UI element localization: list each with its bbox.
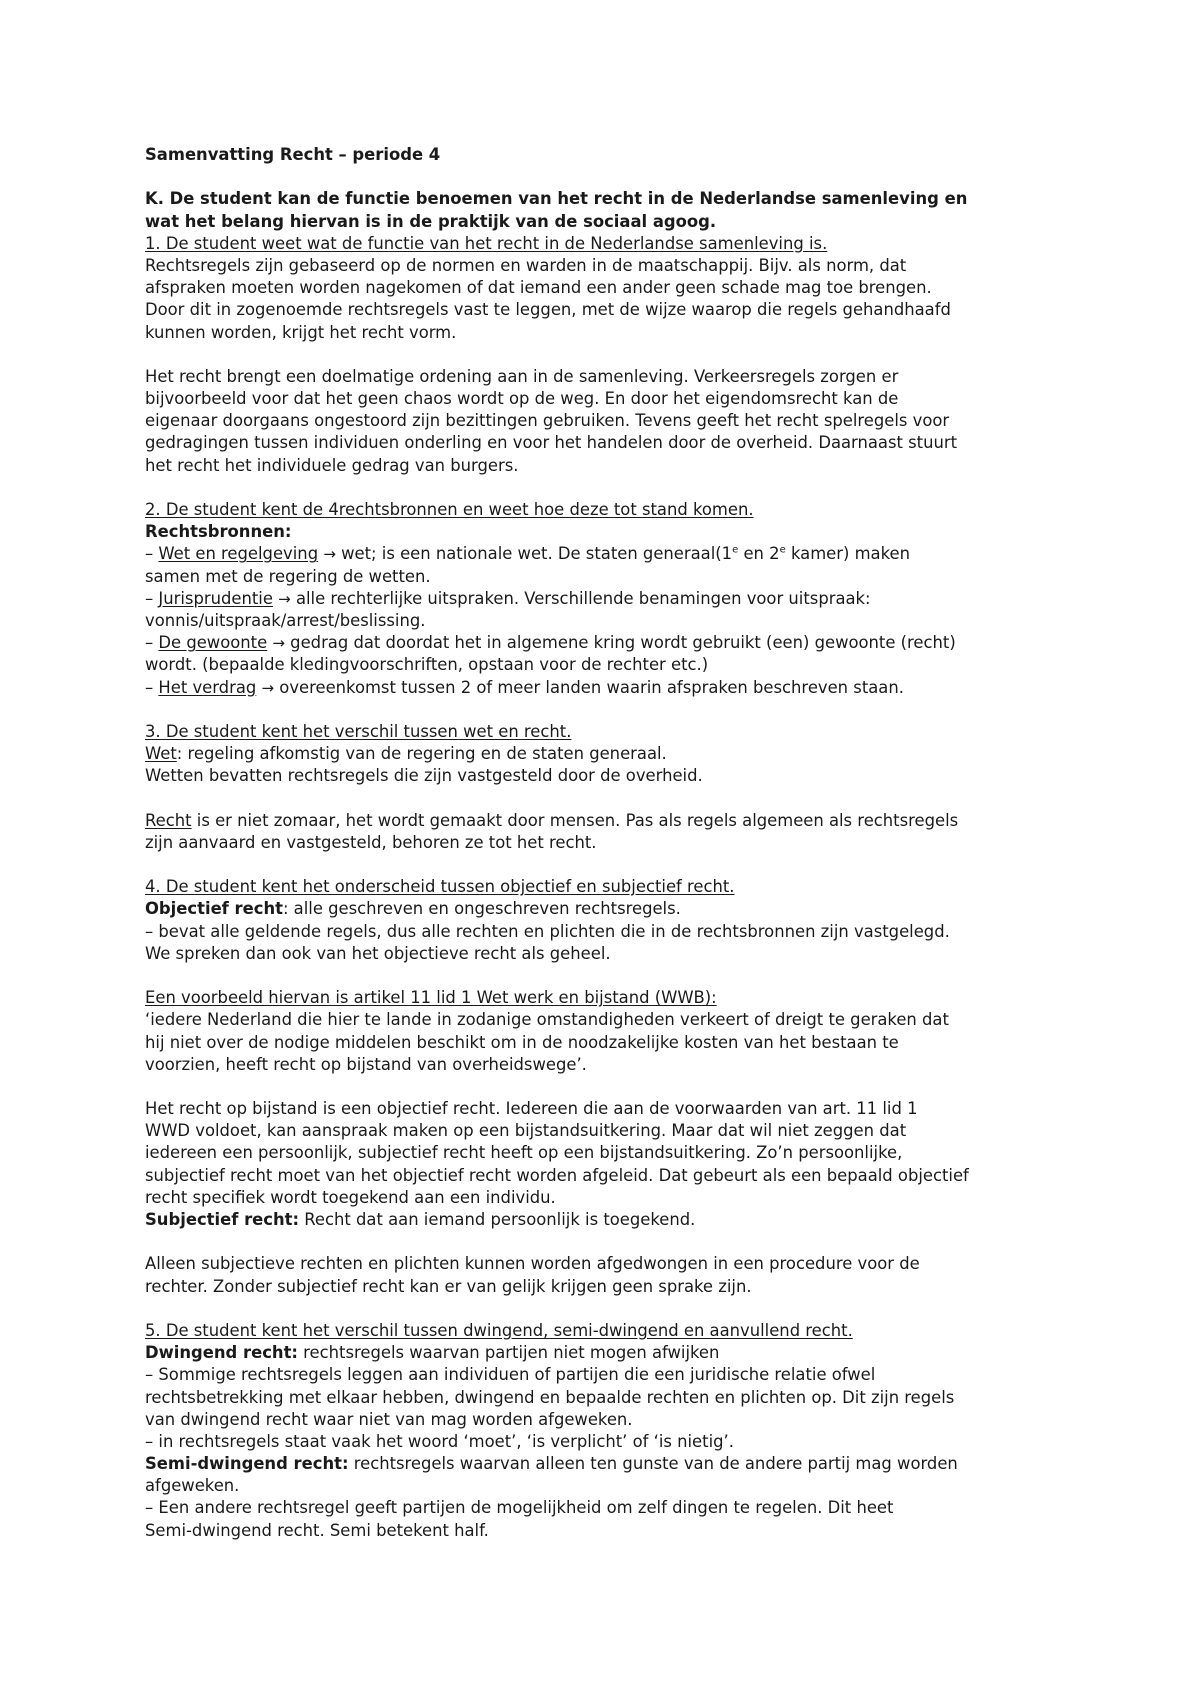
paragraph-line: eigenaar doorgaans ongestoord zijn bezittingen gebruiken. Tevens geeft het recht spelregels voor	[145, 411, 950, 431]
section-k-heading-line-1: K. De student kan de functie benoemen van het recht in de Nederlandse samenleving en	[145, 189, 968, 209]
arrow-right-icon: →	[278, 589, 291, 608]
list-item-wet	[145, 543, 1080, 565]
term-het-verdrag: Het verdrag	[158, 677, 257, 697]
term-de-gewoonte: De gewoonte	[158, 633, 268, 653]
item-text: en 2	[738, 544, 780, 564]
section-3-heading: 3. De student kent het verschil tussen wet en recht.	[145, 721, 572, 741]
wet-definition	[145, 743, 1080, 765]
paragraph-line: We spreken dan ook van het objectieve recht als geheel.	[145, 943, 611, 963]
paragraph-line: Het recht brengt een doelmatige ordening aan in de samenleving. Verkeersregels zorgen er	[145, 366, 899, 386]
paragraph-line: rechtsbetrekking met elkaar hebben, dwingend en bepaalde rechten en plichten op. Dit zijn regels	[145, 1387, 955, 1407]
item-text: overeenkomst tussen 2 of meer landen waarin afspraken beschreven staan.	[274, 677, 904, 697]
paragraph-line: recht specifiek wordt toegekend aan een individu.	[145, 1187, 556, 1207]
spacer	[145, 1076, 1080, 1098]
dash: –	[145, 588, 159, 608]
spacer	[145, 1231, 1080, 1253]
definition-text: rechtsregels waarvan alleen ten gunste van de andere partij mag worden	[348, 1454, 958, 1474]
term-recht: Recht	[145, 810, 192, 830]
list-item-jurisprudentie	[145, 588, 1080, 610]
paragraph-line: van dwingend recht waar niet van mag worden afgeweken.	[145, 1409, 633, 1429]
document-page	[145, 144, 1080, 1542]
paragraph-line: iedereen een persoonlijk, subjectief recht heeft op een bijstandsuitkering. Zo’n persoonlijke,	[145, 1143, 903, 1163]
paragraph-line: WWD voldoet, kan aanspraak maken op een bijstandsuitkering. Maar dat wil niet zeggen dat	[145, 1121, 907, 1141]
dash: –	[145, 633, 159, 653]
paragraph-line: – in rechtsregels staat vaak het woord ‘moet’, ‘is verplicht’ of ‘is nietig’.	[145, 1431, 734, 1451]
spacer	[145, 166, 1080, 188]
definition-text: : alle geschreven en ongeschreven rechtsregels.	[282, 899, 681, 919]
spacer	[145, 965, 1080, 987]
spacer	[145, 477, 1080, 499]
paragraph-line: rechter. Zonder subjectief recht kan er van gelijk krijgen geen sprake zijn.	[145, 1276, 752, 1296]
definition-text: is er niet zomaar, het wordt gemaakt door mensen. Pas als regels algemeen als rechtsregels	[191, 810, 959, 830]
quote-line: hij niet over de nodige middelen beschikt om in de noodzakelijke kosten van het bestaan te	[145, 1032, 899, 1052]
paragraph-line: – Een andere rechtsregel geeft partijen de mogelijkheid om zelf dingen te regelen. Dit heet	[145, 1498, 894, 1518]
list-item-continuation: samen met de regering de wetten.	[145, 566, 431, 586]
paragraph-line: kunnen worden, krijgt het recht vorm.	[145, 322, 457, 342]
term-semi-dwingend-recht: Semi-dwingend recht:	[145, 1454, 349, 1474]
arrow-right-icon: →	[261, 678, 275, 697]
item-text: wet; is een nationale wet. De staten generaal(1	[335, 544, 733, 564]
paragraph-line: Alleen subjectieve rechten en plichten kunnen worden afgedwongen in een procedure voor de	[145, 1254, 920, 1274]
spacer	[145, 344, 1080, 366]
paragraph-line: Semi-dwingend recht. Semi betekent half.	[145, 1520, 489, 1540]
term-subjectief-recht: Subjectief recht:	[145, 1210, 300, 1229]
example-heading: Een voorbeeld hiervan is artikel 11 lid 1 Wet werk en bijstand (WWB):	[145, 988, 717, 1008]
paragraph-line: zijn aanvaard en vastgesteld, behoren ze tot het recht.	[145, 832, 597, 852]
paragraph-line: Rechtsregels zijn gebaseerd op de normen en warden in de maatschappij. Bijv. als norm, dat	[145, 255, 907, 275]
paragraph-line: gedragingen tussen individuen onderling en voor het handelen door de overheid. Daarnaast stuurt	[145, 433, 958, 453]
document-title: Samenvatting Recht – periode 4	[145, 145, 441, 164]
dash: –	[145, 544, 159, 564]
superscript: e	[779, 544, 786, 556]
spacer	[145, 1298, 1080, 1320]
section-4-heading: 4. De student kent het onderscheid tussen objectief en subjectief recht.	[145, 877, 735, 897]
list-item-verdrag	[145, 677, 1080, 699]
spacer	[145, 787, 1080, 809]
definition-text: : regeling afkomstig van de regering en de staten generaal.	[176, 744, 667, 764]
section-k-heading-line-2: wat het belang hiervan is in de praktijk van de sociaal agoog.	[145, 211, 717, 231]
superscript: e	[732, 544, 739, 556]
paragraph-line: het recht het individuele gedrag van burgers.	[145, 455, 519, 475]
arrow-right-icon: →	[323, 545, 336, 564]
term-wet: Wet	[145, 744, 177, 764]
list-item-gewoonte	[145, 632, 1080, 654]
paragraph-line: bijvoorbeeld voor dat het geen chaos wordt op de weg. En door het eigendomsrecht kan de	[145, 389, 899, 409]
definition-text: Recht dat aan iemand persoonlijk is toegekend.	[299, 1210, 696, 1229]
subjectief-definition	[145, 1209, 1080, 1231]
paragraph-line: – bevat alle geldende regels, dus alle rechten en plichten die in de rechtsbronnen zijn vastgelegd.	[145, 921, 950, 941]
term-wet-en-regelgeving: Wet en regelgeving	[158, 544, 319, 564]
paragraph-line: – Sommige rechtsregels leggen aan individuen of partijen die een juridische relatie ofwel	[145, 1365, 876, 1385]
objectief-definition	[145, 898, 1080, 920]
term-objectief-recht: Objectief recht	[145, 899, 283, 919]
spacer	[145, 699, 1080, 721]
section-1-heading: 1. De student weet wat de functie van het recht in de Nederlandse samenleving is.	[145, 233, 828, 253]
term-dwingend-recht: Dwingend recht:	[145, 1343, 298, 1363]
recht-definition	[145, 810, 1080, 832]
quote-line: ‘iedere Nederland die hier te lande in zodanige omstandigheden verkeert of dreigt te geraken dat	[145, 1010, 949, 1030]
list-item-continuation: wordt. (bepaalde kledingvoorschriften, opstaan voor de rechter etc.)	[145, 655, 709, 675]
quote-line: voorzien, heeft recht op bijstand van overheidswege’.	[145, 1054, 587, 1074]
item-text: alle rechterlijke uitspraken. Verschillende benamingen voor uitspraak:	[290, 588, 871, 608]
section-5-heading: 5. De student kent het verschil tussen dwingend, semi-dwingend en aanvullend recht.	[145, 1320, 853, 1340]
paragraph-line: Wetten bevatten rechtsregels die zijn vastgesteld door de overheid.	[145, 766, 703, 786]
item-text: kamer) maken	[785, 544, 910, 564]
paragraph-line: subjectief recht moet van het objectief recht worden afgeleid. Dat gebeurt als een bepaald objectief	[145, 1165, 969, 1185]
rechtsbronnen-label: Rechtsbronnen:	[145, 522, 292, 542]
paragraph-line: afspraken moeten worden nagekomen of dat iemand een ander geen schade mag toe brengen.	[145, 278, 932, 298]
paragraph-line: Door dit in zogenoemde rechtsregels vast te leggen, met de wijze waarop die regels gehandhaafd	[145, 300, 951, 320]
definition-text: rechtsregels waarvan partijen niet mogen afwijken	[297, 1343, 720, 1363]
paragraph-line: Het recht op bijstand is een objectief recht. Iedereen die aan de voorwaarden van art. 11 lid 1	[145, 1099, 918, 1119]
item-text: gedrag dat doordat het in algemene kring wordt gebruikt (een) gewoonte (recht)	[284, 633, 956, 653]
dwingend-definition	[145, 1342, 1080, 1364]
spacer	[145, 854, 1080, 876]
semi-dwingend-definition	[145, 1453, 1080, 1475]
list-item-continuation: vonnis/uitspraak/arrest/beslissing.	[145, 610, 426, 630]
dash: –	[145, 677, 159, 697]
paragraph-line: afgeweken.	[145, 1476, 240, 1496]
term-jurisprudentie: Jurisprudentie	[158, 588, 273, 608]
arrow-right-icon: →	[272, 634, 285, 653]
section-2-heading: 2. De student kent de 4rechtsbronnen en weet hoe deze tot stand komen.	[145, 500, 754, 519]
